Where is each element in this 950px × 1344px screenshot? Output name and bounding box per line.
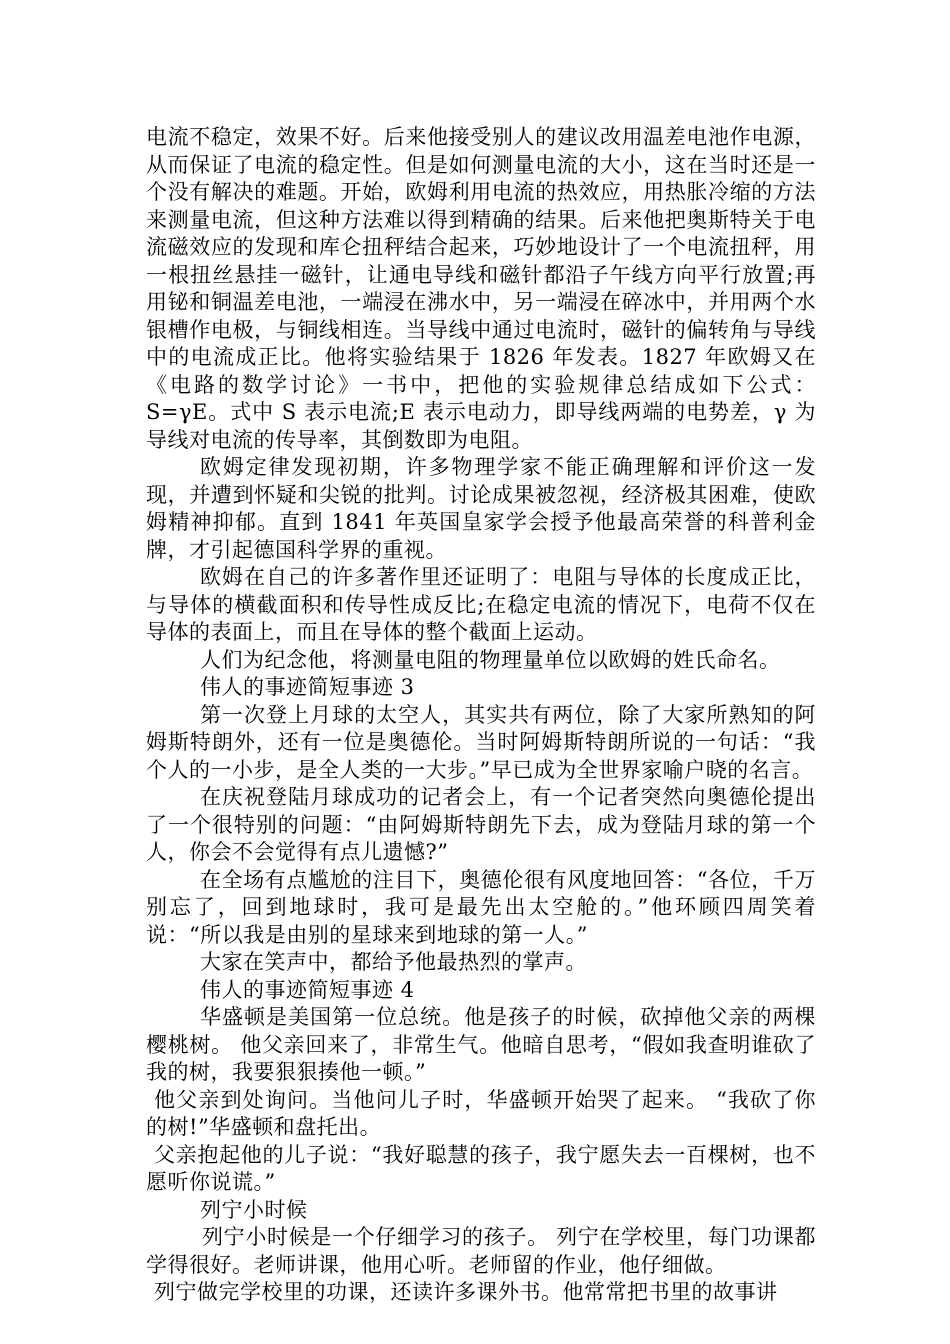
section-heading-story-3: 伟人的事迹简短事迹 3 (200, 675, 415, 699)
paragraph-ohm-proof: 欧姆在自己的许多著作里还证明了：电阻与导体的长度成正比，与导体的横截面积和传导性成反比;在稳定电流的情况下，电荷不仅在导体的表面上，而且在导体的整个截面上运动。 (146, 565, 816, 644)
paragraph-washington-tree: 华盛顿是美国第一位总统。他是孩子的时候，砍掉他父亲的两棵樱桃树。 他父亲回来了，非常生气。他暗自思考，“假如我查明谁砍了我的树，我要狠狠揍他一顿。” (146, 1005, 816, 1084)
paragraph-lenin-reading: 列宁做完学校里的功课，还读许多课外书。他常常把书里的故事讲 (154, 1280, 778, 1304)
paragraph-moon-astronauts: 第一次登上月球的太空人，其实共有两位，除了大家所熟知的阿姆斯特朗外，还有一位是奥德伦。当时阿姆斯特朗所说的一句话：“我个人的一小步，是全人类的一大步。”早已成为全世界家喻户晓的名言。 (146, 702, 816, 782)
document-body (146, 124, 816, 1307)
paragraph-washington-confession: 他父亲到处询问。当他问儿子时，华盛顿开始哭了起来。 “我砍了你的树!”华盛顿和盘托出。 (146, 1087, 816, 1139)
paragraph-father-response: 父亲抱起他的儿子说：“我好聪慧的孩子，我宁愿失去一百棵树，也不愿听你说谎。” (146, 1142, 816, 1194)
section-heading-lenin: 列宁小时候 (200, 1197, 308, 1222)
section-heading-story-4: 伟人的事迹简短事迹 4 (200, 977, 415, 1002)
paragraph-press-question: 在庆祝登陆月球成功的记者会上，有一个记者突然向奥德伦提出了一个很特别的问题：“由阿姆斯特朗先下去，成为登陆月球的第一个人，你会不会觉得有点儿遗憾?” (146, 785, 816, 864)
paragraph-applause: 大家在笑声中，都给予他最热烈的掌声。 (200, 950, 587, 974)
paragraph-lenin-study: 列宁小时候是一个仔细学习的孩子。 列宁在学校里，每门功课都学得很好。老师讲课，他用心听。老师留的作业，他仔细做。 (146, 1225, 816, 1277)
paragraph-aldrin-answer: 在全场有点尴尬的注目下，奥德伦很有风度地回答：“各位，千万别忘了，回到地球时，我可是最先出太空舱的。”他环顾四周笑着说：“所以我是由别的星球来到地球的第一人。” (146, 867, 816, 947)
paragraph-ohm-unit: 人们为纪念他，将测量电阻的物理量单位以欧姆的姓氏命名。 (200, 647, 781, 672)
paragraph-ohm-experiment: 电流不稳定，效果不好。后来他接受别人的建议改用温差电池作电源，从而保证了电流的稳定性。但是如何测量电流的大小，这在当时还是一个没有解决的难题。开始，欧姆利用电流的热效应，用热胀冷缩的方法来测量电流，但这种方法难以得到精确的结果。后来他把奥斯特关于电流磁效应的发现和库仑扭秤结合起来，巧妙地设计了一个电流扭秤，用一根扭丝悬挂一磁针，让通电导线和磁针都沿子午线方向平行放置;再用铋和铜温差电池，一端浸在沸水中，另一端浸在碎冰中，并用两个水银槽作电极，与铜线相连。当导线中通过电流时，磁针的偏转角与导线中的电流成正比。他将实验结果于 1826 年发表。1827 年欧姆又在《电路的数学讨论》一书中，把他的实验规律总结成如下公式：S=γE。式中 S 表示电流;E 表示电动力，即导线两端的电势差，γ 为导线对电流的传导率，其倒数即为电阻。 (146, 125, 816, 452)
paragraph-ohm-criticism: 欧姆定律发现初期，许多物理学家不能正确理解和评价这一发现，并遭到怀疑和尖锐的批判。讨论成果被忽视，经济极其困难，使欧姆精神抑郁。直到 1841 年英国皇家学会授予他最高荣誉的科普利金牌，才引起德国科学界的重视。 (146, 455, 816, 562)
